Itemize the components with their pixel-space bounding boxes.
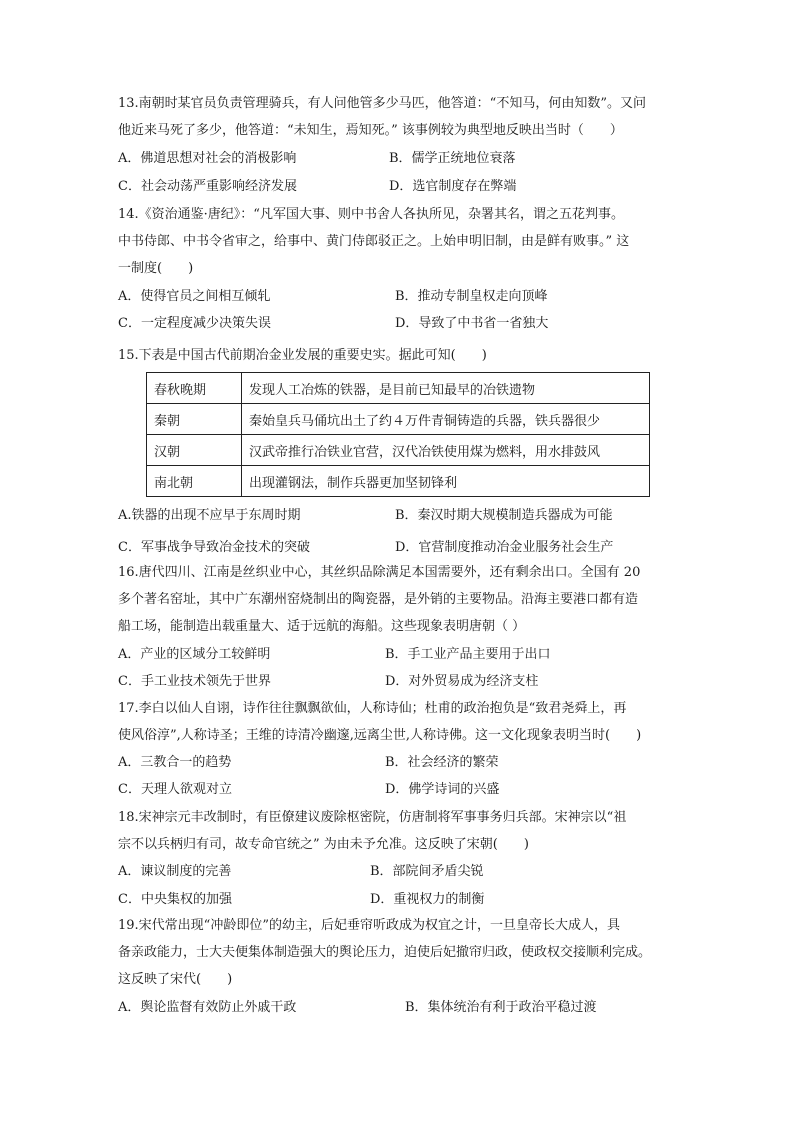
- question-18-option-a[interactable]: A．谏议制度的完善: [118, 864, 232, 879]
- table-cell-era: 秦朝: [147, 404, 242, 435]
- question-13-option-d[interactable]: D．选官制度存在弊端: [389, 179, 517, 194]
- question-15-stem-line-1: 15.下表是中国古代前期冶金业发展的重要史实。据此可知( ): [118, 348, 487, 363]
- question-19-option-b[interactable]: B．集体统治有利于政治平稳过渡: [405, 1000, 597, 1015]
- table-cell-era: 汉朝: [147, 435, 242, 466]
- metallurgy-history-table: [146, 372, 650, 497]
- question-16-option-d[interactable]: D．对外贸易成为经济支柱: [385, 674, 539, 689]
- question-17-option-a[interactable]: A．三教合一的趋势: [118, 755, 232, 770]
- table-row: [147, 435, 650, 466]
- question-14-option-d[interactable]: D．导致了中书省一省独大: [395, 316, 549, 331]
- question-18-stem-line-1: 18.宋神宗元丰改制时，有臣僚建议废除枢密院，仿唐制将军事事务归兵部。宋神宗以“祖: [118, 810, 627, 825]
- question-19-stem-line-1: 19.宋代常出现“冲龄即位”的幼主，后妃垂帘听政成为权宜之计，一旦皇帝长大成人，具: [118, 918, 620, 933]
- question-16-stem-line-2: 多个著名窑址，其中广东潮州窑烧制出的陶瓷器，是外销的主要物品。沿海主要港口都有造: [118, 592, 639, 607]
- question-14-option-c[interactable]: C．一定程度减少决策失误: [118, 316, 271, 331]
- table-row: [147, 373, 650, 404]
- table-cell-fact: 汉武帝推行冶铁业官营，汉代冶铁使用煤为燃料，用水排鼓风: [242, 435, 650, 466]
- question-13-stem-line-1: 13.南朝时某官员负责管理骑兵，有人问他管多少马匹，他答道：“不知马，何由知数”。又问: [118, 96, 646, 111]
- question-13-stem-line-2: 他近来马死了多少，他答道：“未知生，焉知死。” 该事例较为典型地反映出当时（ ）: [118, 123, 623, 138]
- table-cell-fact: 秦始皇兵马俑坑出土了约４万件青铜铸造的兵器，铁兵器很少: [242, 404, 650, 435]
- question-13-option-a[interactable]: A．佛道思想对社会的消极影响: [118, 151, 297, 166]
- question-13-option-b[interactable]: B．儒学正统地位衰落: [389, 151, 516, 166]
- question-14-stem-line-2: 中书侍郎、中书令省审之，给事中、黄门侍郎驳正之。上始申明旧制，由是鲜有败事。” 这: [118, 234, 630, 249]
- question-19-stem-line-2: 备亲政能力，士大夫便集体制造强大的舆论压力，迫使后妃撤帘归政，使政权交接顺利完成。: [118, 945, 652, 960]
- question-14-option-b[interactable]: B．推动专制皇权走向顶峰: [395, 289, 548, 304]
- table-cell-era: 春秋晚期: [147, 373, 242, 404]
- table-row: [147, 466, 650, 497]
- question-17-stem-line-1: 17.李白以仙人自诩，诗作往往飘飘欲仙，人称诗仙；杜甫的政治抱负是“致君尧舜上，再: [118, 701, 627, 716]
- table-cell-fact: 发现人工冶炼的铁器，是目前已知最早的冶铁遗物: [242, 373, 650, 404]
- question-16-option-a[interactable]: A．产业的区域分工较鲜明: [118, 647, 271, 662]
- question-15-option-c[interactable]: C．军事战争导致冶金技术的突破: [118, 540, 310, 555]
- question-13-option-c[interactable]: C．社会动荡严重影响经济发展: [118, 179, 297, 194]
- question-14-stem-line-1: 14.《资治通鉴·唐纪》：“凡军国大事、则中书舍人各执所见，杂署其名，谓之五花判事。: [118, 207, 624, 222]
- question-16-stem-line-1: 16.唐代四川、江南是丝织业中心，其丝织品除满足本国需要外，还有剩余出口。全国有 20: [118, 565, 641, 580]
- question-18-option-d[interactable]: D．重视权力的制衡: [370, 892, 485, 907]
- question-15-option-d[interactable]: D．官营制度推动冶金业服务社会生产: [395, 540, 614, 555]
- question-18-stem-line-2: 宗不以兵柄归有司，故专命官统之” 为由未予允准。这反映了宋朝( ): [118, 837, 529, 852]
- table-row: [147, 404, 650, 435]
- table-cell-fact: 出现灌钢法，制作兵器更加坚韧锋利: [242, 466, 650, 497]
- question-17-stem-line-2: 使风俗淳”,人称诗圣；王维的诗清冷幽邃,远离尘世,人称诗佛。这一文化现象表明当时( ): [118, 728, 642, 743]
- question-16-option-b[interactable]: B．手工业产品主要用于出口: [385, 647, 551, 662]
- question-15-option-a[interactable]: A.铁器的出现不应早于东周时期: [118, 508, 301, 523]
- question-17-option-c[interactable]: C．天理人欲观对立: [118, 782, 232, 797]
- question-14-stem-line-3: 一制度( ): [118, 261, 194, 276]
- question-16-stem-line-3: 船工场，能制造出载重量大、适于远航的海船。这些现象表明唐朝（ ）: [118, 619, 526, 634]
- question-17-option-b[interactable]: B．社会经济的繁荣: [385, 755, 499, 770]
- question-19-option-a[interactable]: A．舆论监督有效防止外戚干政: [118, 1000, 297, 1015]
- question-16-option-c[interactable]: C．手工业技术领先于世界: [118, 674, 271, 689]
- question-15-option-b[interactable]: B．秦汉时期大规模制造兵器成为可能: [395, 508, 613, 523]
- question-17-option-d[interactable]: D．佛学诗词的兴盛: [385, 782, 500, 797]
- question-14-option-a[interactable]: A．使得官员之间相互倾轧: [118, 289, 271, 304]
- table-cell-era: 南北朝: [147, 466, 242, 497]
- question-18-option-c[interactable]: C．中央集权的加强: [118, 892, 232, 907]
- question-18-option-b[interactable]: B．部院间矛盾尖锐: [370, 864, 484, 879]
- question-19-stem-line-3: 这反映了宋代( ): [118, 972, 233, 987]
